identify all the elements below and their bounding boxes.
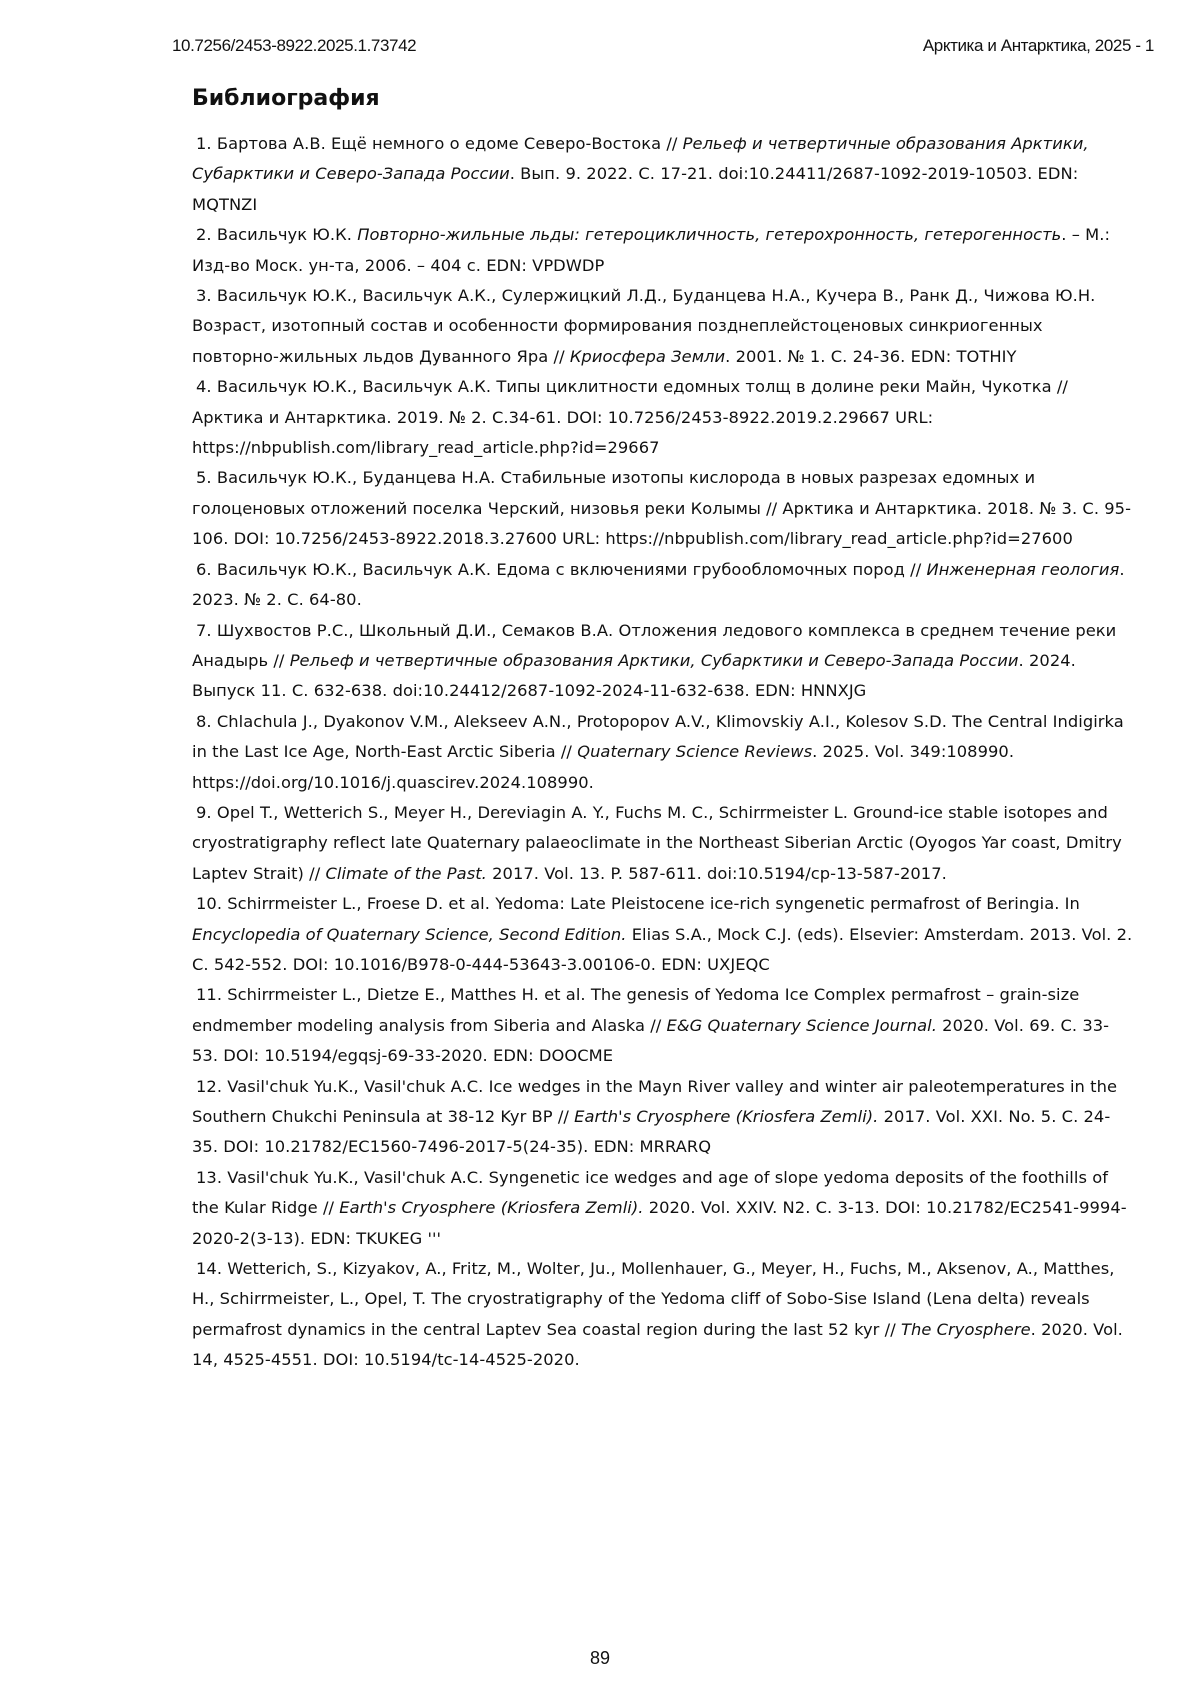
reference-item <box>192 707 1134 798</box>
reference-text: 2020. Vol. XXIV. N2. C. 3-13. DOI: 10.21782/EC2541-9994-2020-2(3-13). EDN: TKUKEG ''' <box>192 1198 1127 1248</box>
reference-item <box>192 798 1134 889</box>
reference-text: . – М.: Изд-во Моск. ун-та, 2006. – 404 с. EDN: VPDWDP <box>192 225 1110 275</box>
header-doi: 10.7256/2453-8922.2025.1.73742 <box>172 36 417 55</box>
section-title: Библиография <box>192 86 380 111</box>
reference-text: . 2020. Vol. 14, 4525-4551. DOI: 10.5194/tc-14-4525-2020. <box>192 1319 1123 1370</box>
reference-item <box>192 281 1134 372</box>
reference-item <box>192 372 1134 463</box>
reference-text: 9. Opel T., Wetterich S., Meyer H., Dereviagin A. Y., Fuchs M. C., Schirrmeister L. Ground-ice stable isotopes and cryostratigraphy reflect late Quaternary palaeoclimate in the Northeast Siberian Arctic (Oyogos Yar coast, Dmitry Laptev Strait) // <box>192 802 1122 883</box>
reference-text: 8. Chlachula J., Dyakonov V.M., Alekseev A.N., Protopopov A.V., Klimovskiy A.I., Kolesov S.D. The Central Indigirka in the Last Ice Age, North-East Arctic Siberia // <box>192 711 1124 762</box>
reference-item <box>192 889 1134 980</box>
reference-source-title: Earth's Cryosphere (Kriosfera Zemli). <box>574 1107 879 1126</box>
reference-item <box>192 1254 1134 1376</box>
reference-text: . 2023. № 2. С. 64-80. <box>192 559 1125 610</box>
reference-text: 12. Vasil'chuk Yu.K., Vasil'chuk A.C. Ice wedges in the Mayn River valley and winter air paleotemperatures in the Southern Chukchi Peninsula at 38-12 Kyr BP // <box>192 1076 1118 1126</box>
reference-text: 7. Шухвостов Р.С., Школьный Д.И., Семаков В.А. Отложения ледового комплекса в среднем течение реки Анадырь // <box>192 620 1117 670</box>
reference-text: 2020. Vol. 69. C. 33-53. DOI: 10.5194/egqsj-69-33-2020. EDN: DOOCME <box>192 1015 1110 1066</box>
reference-source-title: Инженерная геология <box>926 559 1120 579</box>
reference-item <box>192 1163 1134 1254</box>
reference-item <box>192 980 1134 1071</box>
reference-text: 10. Schirrmeister L., Froese D. et al. Yedoma: Late Pleistocene ice-rich syngenetic permafrost of Beringia. In <box>196 894 1080 914</box>
page-number: 89 <box>589 1648 611 1668</box>
reference-source-title: Quaternary Science Reviews <box>577 742 813 762</box>
reference-source-title: Рельеф и четвертичные образования Арктики, Субарктики и Северо-Запада России <box>192 134 1089 184</box>
reference-text: 6. Васильчук Ю.К., Васильчук А.К. Едома с включениями грубообломочных пород // <box>196 559 927 579</box>
reference-item <box>192 463 1134 554</box>
reference-source-title: Encyclopedia of Quaternary Science, Second Edition. <box>192 924 627 944</box>
reference-text: 14. Wetterich, S., Kizyakov, A., Fritz, M., Wolter, Ju., Mollenhauer, G., Meyer, H., Fuchs, M., Aksenov, A., Matthes, H., Schirrmeister, L., Opel, T. The cryostratigraphy of the Yedoma cliff of Sobo-Sise Island (Lena delta) reveals permafrost dynamics in the central Laptev Sea coastal region during the last 52 kyr // <box>192 1259 1115 1339</box>
reference-text: . 2024. Выпуск 11. С. 632-638. doi:10.24412/2687-1092-2024-11-632-638. EDN: HNNXJG <box>192 650 1076 701</box>
reference-text: 2. Васильчук Ю.К. <box>196 225 358 245</box>
reference-item <box>192 129 1134 220</box>
reference-source-title: Криосфера Земли <box>569 346 726 366</box>
reference-source-title: Рельеф и четвертичные образования Арктики, Субарктики и Северо-Запада России <box>289 650 1019 670</box>
reference-text: . 2001. № 1. С. 24-36. EDN: TOTHIY <box>725 346 1017 366</box>
reference-text: 13. Vasil'chuk Yu.K., Vasil'chuk A.C. Syngenetic ice wedges and age of slope yedoma deposits of the foothills of the Kular Ridge // <box>192 1167 1109 1218</box>
reference-item <box>192 616 1134 707</box>
reference-text: . Вып. 9. 2022. С. 17-21. doi:10.24411/2687-1092-2019-10503. EDN: MQTNZI <box>192 164 1079 214</box>
reference-text: . 2025. Vol. 349:108990. https://doi.org/10.1016/j.quascirev.2024.108990. <box>192 742 1015 792</box>
reference-text: 2017. Vol. XXI. No. 5. C. 24-35. DOI: 10.21782/EC1560-7496-2017-5(24-35). EDN: MRRARQ <box>192 1107 1111 1157</box>
reference-text: 1. Бартова А.В. Ещё немного о едоме Северо-Востока // <box>196 134 683 153</box>
page-header <box>172 36 1154 60</box>
reference-text: Elias S.A., Mock C.J. (eds). Elsevier: Amsterdam. 2013. Vol. 2. C. 542-552. DOI: 10.1016/B978-0-444-53643-3.00106-0. EDN: UXJEQC <box>192 924 1133 974</box>
reference-source-title: E&G Quaternary Science Journal. <box>666 1015 937 1035</box>
reference-source-title: Повторно-жильные льды: гетероцикличность, гетерохронность, гетерогенность <box>357 225 1062 245</box>
reference-item <box>192 220 1134 281</box>
reference-item <box>192 555 1134 616</box>
reference-text: 5. Васильчук Ю.К., Буданцева Н.А. Стабильные изотопы кислорода в новых разрезах едомных и голоценовых отложений поселка Черский, низовья реки Колымы // Арктика и Антарктика. 2018. № 3. С. 95-106. DOI: 10.7256/2453-8922.2018.3.27600 URL: https://nbpublish.com/library_read_article.php?id=27600 <box>192 468 1132 549</box>
reference-text: 2017. Vol. 13. P. 587-611. doi:10.5194/cp-13-587-2017. <box>486 863 947 883</box>
reference-item <box>192 1072 1134 1163</box>
reference-source-title: Climate of the Past. <box>325 863 487 883</box>
reference-source-title: Earth's Cryosphere (Kriosfera Zemli). <box>339 1198 644 1218</box>
header-journal: Арктика и Антарктика, 2025 - 1 <box>922 36 1154 55</box>
reference-text: 11. Schirrmeister L., Dietze E., Matthes H. et al. The genesis of Yedoma Ice Complex permafrost – grain-size endmember modeling analysis from Siberia and Alaska // <box>192 985 1080 1035</box>
reference-text: 4. Васильчук Ю.К., Васильчук А.К. Типы циклитности едомных толщ в долине реки Майн, Чукотка // Арктика и Антарктика. 2019. № 2. С.34-61. DOI: 10.7256/2453-8922.2019.2.29667 URL: https://nbpublish.com/library_read_article.php?id=29667 <box>192 377 1068 458</box>
reference-source-title: The Cryosphere <box>900 1319 1031 1339</box>
bibliography-list <box>192 129 1134 1376</box>
reference-text: 3. Васильчук Ю.К., Васильчук А.К., Сулержицкий Л.Д., Буданцева Н.А., Кучера В., Ранк Д., Чижова Ю.Н. Возраст, изотопный состав и особенности формирования позднеплейстоценовых синкриогенных повторно-жильных льдов Дуванного Яра // <box>192 286 1096 366</box>
